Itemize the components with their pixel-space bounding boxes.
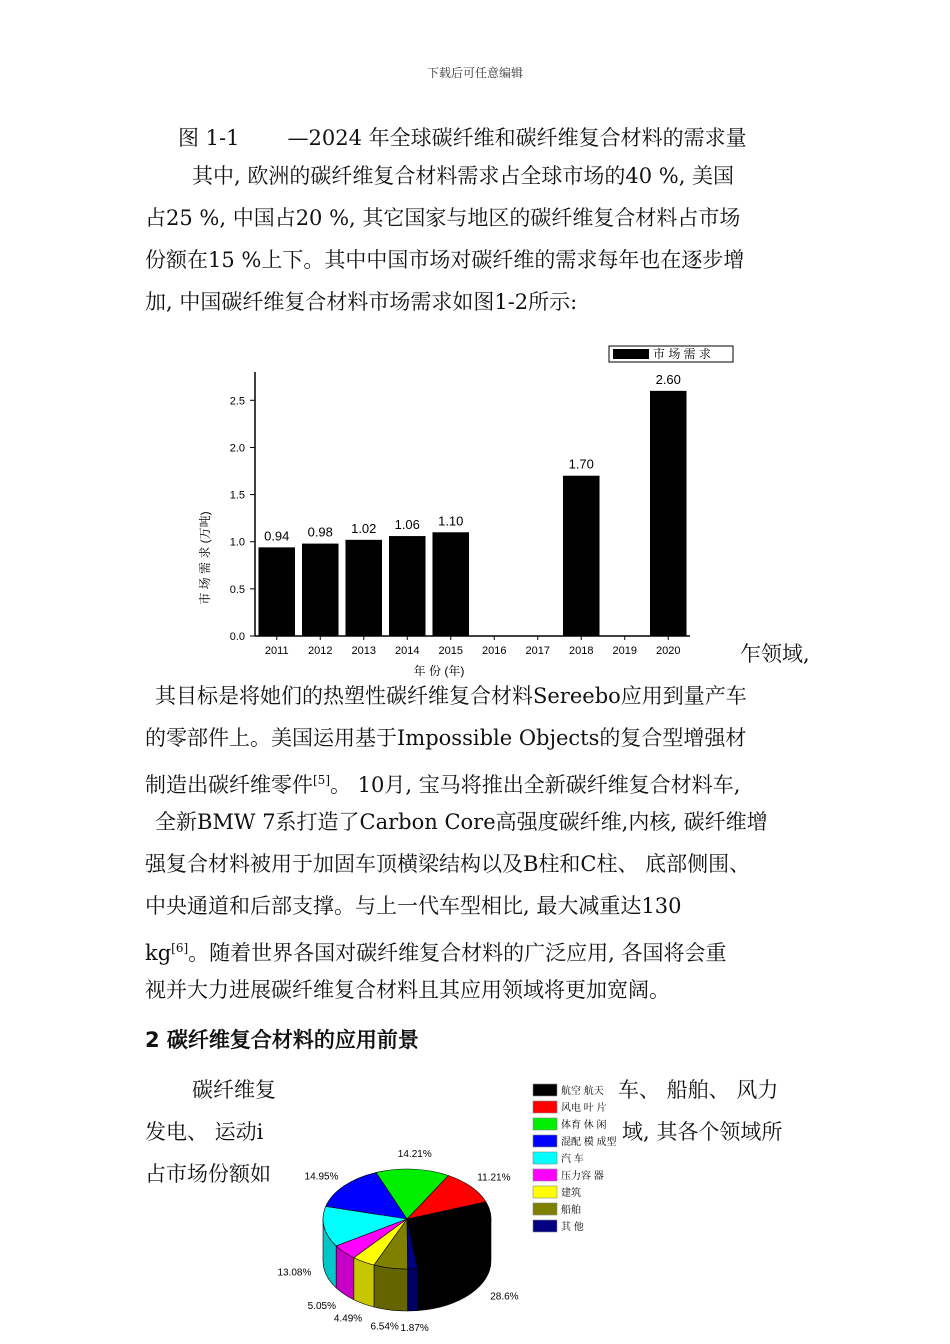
legend-label: 压力容 器: [561, 1171, 604, 1182]
paragraph3-fragment: 发电、 运动i: [145, 1120, 264, 1144]
legend-swatch: [533, 1084, 557, 1096]
x-tick-label: 2014: [395, 645, 420, 657]
paragraph1-line: 其中, 欧洲的碳纤维复合材料需求占全球市场的40 %, 美国: [192, 164, 735, 188]
pie-slice-side: [408, 1269, 418, 1311]
y-tick-label: 2.5: [229, 395, 245, 408]
legend-swatch: [533, 1186, 557, 1198]
paragraph3-fragment: 域, 其各个领域所: [622, 1120, 783, 1144]
legend-label: 航空 航天: [561, 1086, 604, 1097]
y-tick-label: 1.0: [229, 536, 245, 549]
page-header: 下载后可任意编辑: [426, 66, 523, 80]
paragraph1-line: 占25 %, 中国占20 %, 其它国家与地区的碳纤维复合材料占市场: [145, 206, 741, 230]
pie-value-label: 14.21%: [397, 1149, 432, 1161]
paragraph2-line: 强复合材料被用于加固车顶横梁结构以及B柱和C柱、 底部侧围、: [145, 852, 751, 876]
bar-data-label: 2.60: [655, 371, 681, 387]
section-heading: 2 碳纤维复合材料的应用前景: [145, 1028, 419, 1052]
bar-data-label: 0.98: [307, 524, 333, 540]
pie-value-label: 5.05%: [307, 1300, 337, 1312]
paragraph2-text: 。随着世界各国对碳纤维复合材料的广泛应用, 各国将会重: [188, 941, 727, 965]
paragraph3-fragment: 车、 船舶、 风力: [618, 1078, 779, 1102]
x-axis-label: 年 份 (年): [413, 664, 465, 678]
pie-value-label: 14.95%: [304, 1171, 339, 1183]
bar-chart-data-labels: [264, 372, 681, 544]
bar: [650, 391, 687, 636]
legend-swatch: [533, 1152, 557, 1164]
bar-data-label: 1.10: [438, 513, 464, 529]
legend-swatch: [533, 1220, 557, 1232]
legend-label: 体育 休 闲: [561, 1120, 607, 1131]
pie-chart-legend: [533, 1084, 617, 1233]
legend-label: 市 场 需 求: [653, 347, 712, 361]
figure-caption: [178, 122, 747, 152]
y-tick-label: 1.5: [229, 489, 245, 502]
legend-label: 船舶: [561, 1205, 581, 1216]
y-axis-label: 市 场 需 求 (万吨): [198, 511, 212, 605]
x-tick-label: 2016: [482, 645, 507, 657]
x-tick-label: 2020: [656, 645, 681, 657]
paragraph2-line: [145, 765, 740, 800]
legend-swatch: [533, 1169, 557, 1181]
legend-swatch: [533, 1203, 557, 1215]
x-tick-label: 2018: [569, 645, 594, 657]
bar-data-label: 1.02: [351, 520, 377, 536]
pie-slice-side: [354, 1258, 374, 1307]
bar-chart-bars: [258, 391, 686, 636]
y-tick-label: 2.0: [229, 442, 245, 455]
legend-label: 混配 模 成型: [561, 1137, 617, 1148]
bar-chart-legend: [609, 346, 733, 362]
figure-caption-text: —2024 年全球碳纤维和碳纤维复合材料的需求量: [287, 126, 747, 150]
x-tick-label: 2013: [351, 645, 376, 657]
bar: [302, 544, 339, 636]
bar: [258, 547, 295, 636]
legend-label: 其 他: [561, 1222, 584, 1233]
paragraph3-fragment: 占市场份额如: [145, 1162, 271, 1186]
pie-value-label: 13.08%: [277, 1267, 312, 1279]
paragraph1-line: 加, 中国碳纤维复合材料市场需求如图1-2所示:: [145, 290, 578, 314]
x-tick-label: 2012: [308, 645, 333, 657]
figure-label: 图 1-1: [178, 126, 240, 150]
legend-swatch: [533, 1118, 557, 1130]
paragraph2-line: 其目标是将她们的热塑性碳纤维复合材料Sereebo应用到量产车: [155, 684, 747, 708]
bar: [345, 540, 382, 636]
paragraph2-line: 中央通道和后部支撑。与上一代车型相比, 最大减重达130: [145, 894, 682, 918]
legend-swatch: [613, 349, 649, 359]
pie-value-label: 1.87%: [400, 1322, 429, 1334]
legend-swatch: [533, 1135, 557, 1147]
legend-label: 风电 叶 片: [561, 1103, 607, 1114]
paragraph2-line: 的零部件上。美国运用基于Impossible Objects的复合型增强材: [145, 726, 747, 750]
bar: [563, 476, 600, 636]
x-tick-label: 2011: [264, 645, 289, 657]
bar-data-label: 0.94: [264, 528, 290, 544]
bar: [389, 536, 426, 636]
legend-label: 汽 车: [561, 1154, 584, 1165]
paragraph2-line: 全新BMW 7系打造了Carbon Core高强度碳纤维,内核, 碳纤维增: [155, 810, 768, 834]
paragraph3-fragment: 碳纤维复: [192, 1078, 276, 1102]
pie-value-label: 28.6%: [490, 1291, 519, 1303]
pie-chart-slices: [323, 1169, 491, 1269]
pie-value-label: 6.54%: [370, 1321, 399, 1333]
paragraph2-line: [145, 933, 727, 968]
bar-data-label: 1.06: [394, 517, 420, 533]
paragraph2-text: 。 10月, 宝马将推出全新碳纤维复合材料车,: [330, 773, 741, 797]
bar: [432, 532, 469, 636]
paragraph2-text: kg: [145, 941, 172, 965]
paragraph2-line: 视并大力进展碳纤维复合材料且其应用领域将更加宽阔。: [145, 978, 670, 1002]
legend-label: 建筑: [561, 1188, 581, 1199]
pie-chart: [277, 1080, 635, 1334]
reference-6: [6]: [171, 941, 189, 955]
legend-swatch: [533, 1101, 557, 1113]
overflow-fragment: 乍领域,: [740, 642, 810, 666]
pie-slice-side: [374, 1265, 408, 1311]
x-tick-label: 2019: [612, 645, 637, 657]
paragraph2-text: 制造出碳纤维零件: [145, 773, 313, 797]
bar-data-label: 1.70: [568, 456, 594, 472]
x-tick-label: 2017: [525, 645, 550, 657]
y-tick-label: 0.0: [229, 631, 245, 643]
paragraph1-line: 份额在15 %上下。其中中国市场对碳纤维的需求每年也在逐步增: [145, 248, 745, 272]
x-tick-label: 2015: [438, 645, 463, 657]
y-tick-label: 0.5: [229, 583, 245, 596]
pie-value-label: 11.21%: [477, 1172, 511, 1184]
reference-5: [5]: [313, 773, 330, 787]
bar-chart: [195, 340, 755, 685]
pie-value-label: 4.49%: [333, 1313, 363, 1325]
